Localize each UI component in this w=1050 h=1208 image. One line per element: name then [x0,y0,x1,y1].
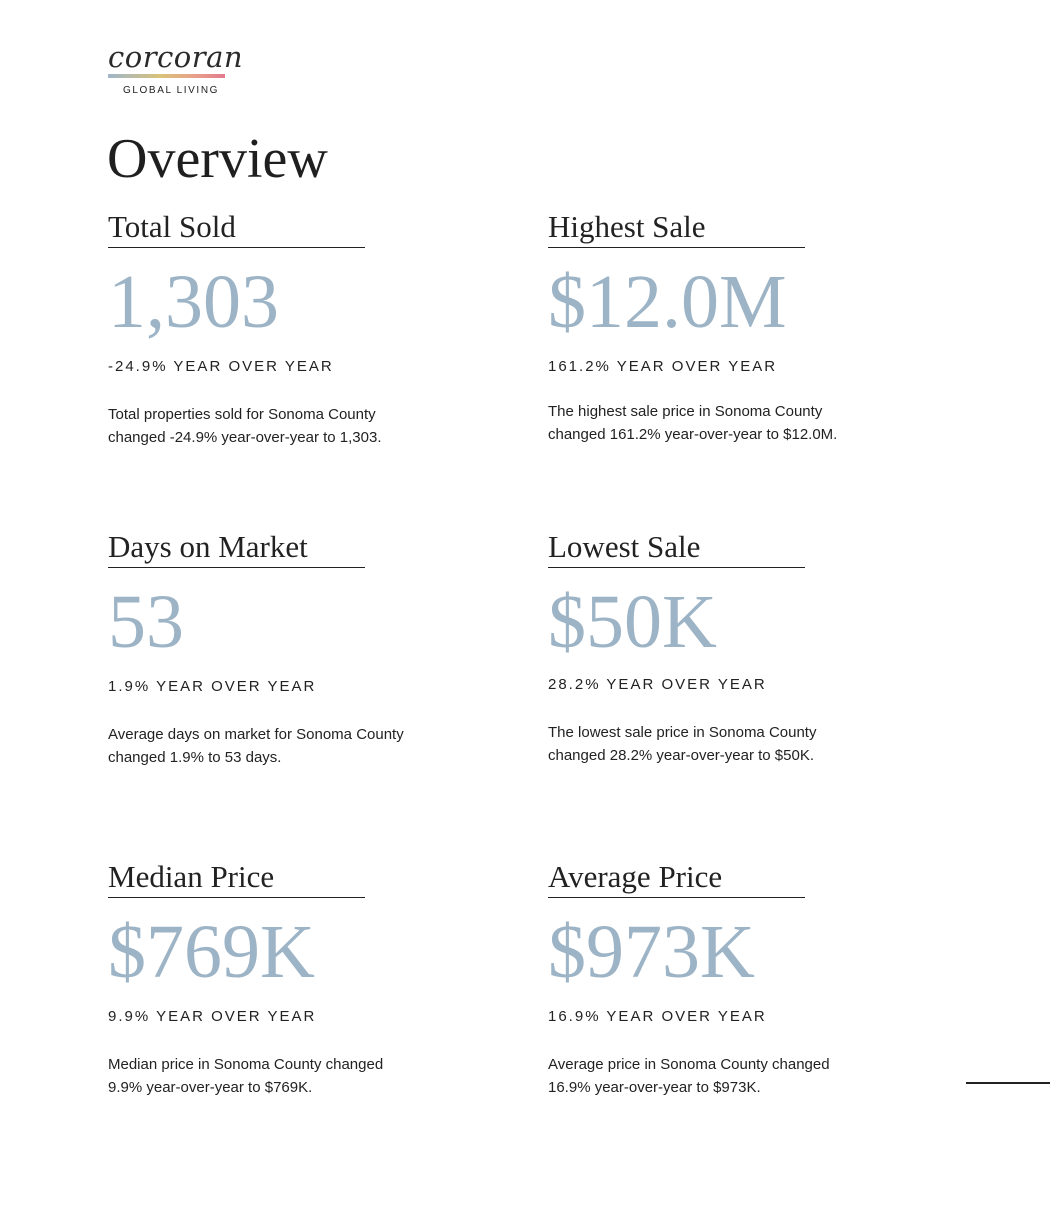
stat-lowest-sale [548,530,908,767]
stat-average-price [548,860,908,1099]
stat-description: Average price in Sonoma County changed 16.9% year-over-year to $973K. [548,1056,830,1096]
stat-yoy-change: 9.9% YEAR OVER YEAR [108,1008,317,1025]
stat-median-price [108,860,468,1099]
stat-value: $50K [548,580,717,664]
stat-description: The highest sale price in Sonoma County changed 161.2% year-over-year to $12.0M. [548,403,838,443]
stat-heading: Lowest Sale [548,530,805,568]
stat-value: $12.0M [548,260,787,344]
stat-yoy-change: -24.9% YEAR OVER YEAR [108,358,334,375]
stat-description: Total properties sold for Sonoma County changed -24.9% year-over-year to 1,303. [108,406,382,446]
logo-gradient-bar [108,74,225,78]
stat-days-on-market [108,530,468,769]
stat-description: Average days on market for Sonoma County changed 1.9% to 53 days. [108,726,404,766]
stat-heading: Total Sold [108,210,365,248]
page-edge-rule [966,1082,1050,1084]
stat-heading: Highest Sale [548,210,805,248]
stat-heading: Median Price [108,860,365,898]
stat-value: 1,303 [108,260,279,344]
logo-wordmark: corcoran [108,40,244,74]
stat-yoy-change: 161.2% YEAR OVER YEAR [548,358,778,375]
corcoran-logo [108,40,244,96]
page-title: Overview [107,128,328,190]
stat-value: 53 [108,580,184,664]
stat-heading: Average Price [548,860,805,898]
stat-yoy-change: 16.9% YEAR OVER YEAR [548,1008,767,1025]
stat-total-sold [108,210,468,449]
stat-highest-sale [548,210,908,446]
stat-value: $769K [108,910,315,994]
stat-yoy-change: 1.9% YEAR OVER YEAR [108,678,317,695]
stat-description: The lowest sale price in Sonoma County changed 28.2% year-over-year to $50K. [548,724,817,764]
stat-heading: Days on Market [108,530,365,568]
stat-value: $973K [548,910,755,994]
stat-yoy-change: 28.2% YEAR OVER YEAR [548,676,767,693]
stat-description: Median price in Sonoma County changed 9.9% year-over-year to $769K. [108,1056,384,1096]
logo-subtitle: GLOBAL LIVING [123,85,220,96]
